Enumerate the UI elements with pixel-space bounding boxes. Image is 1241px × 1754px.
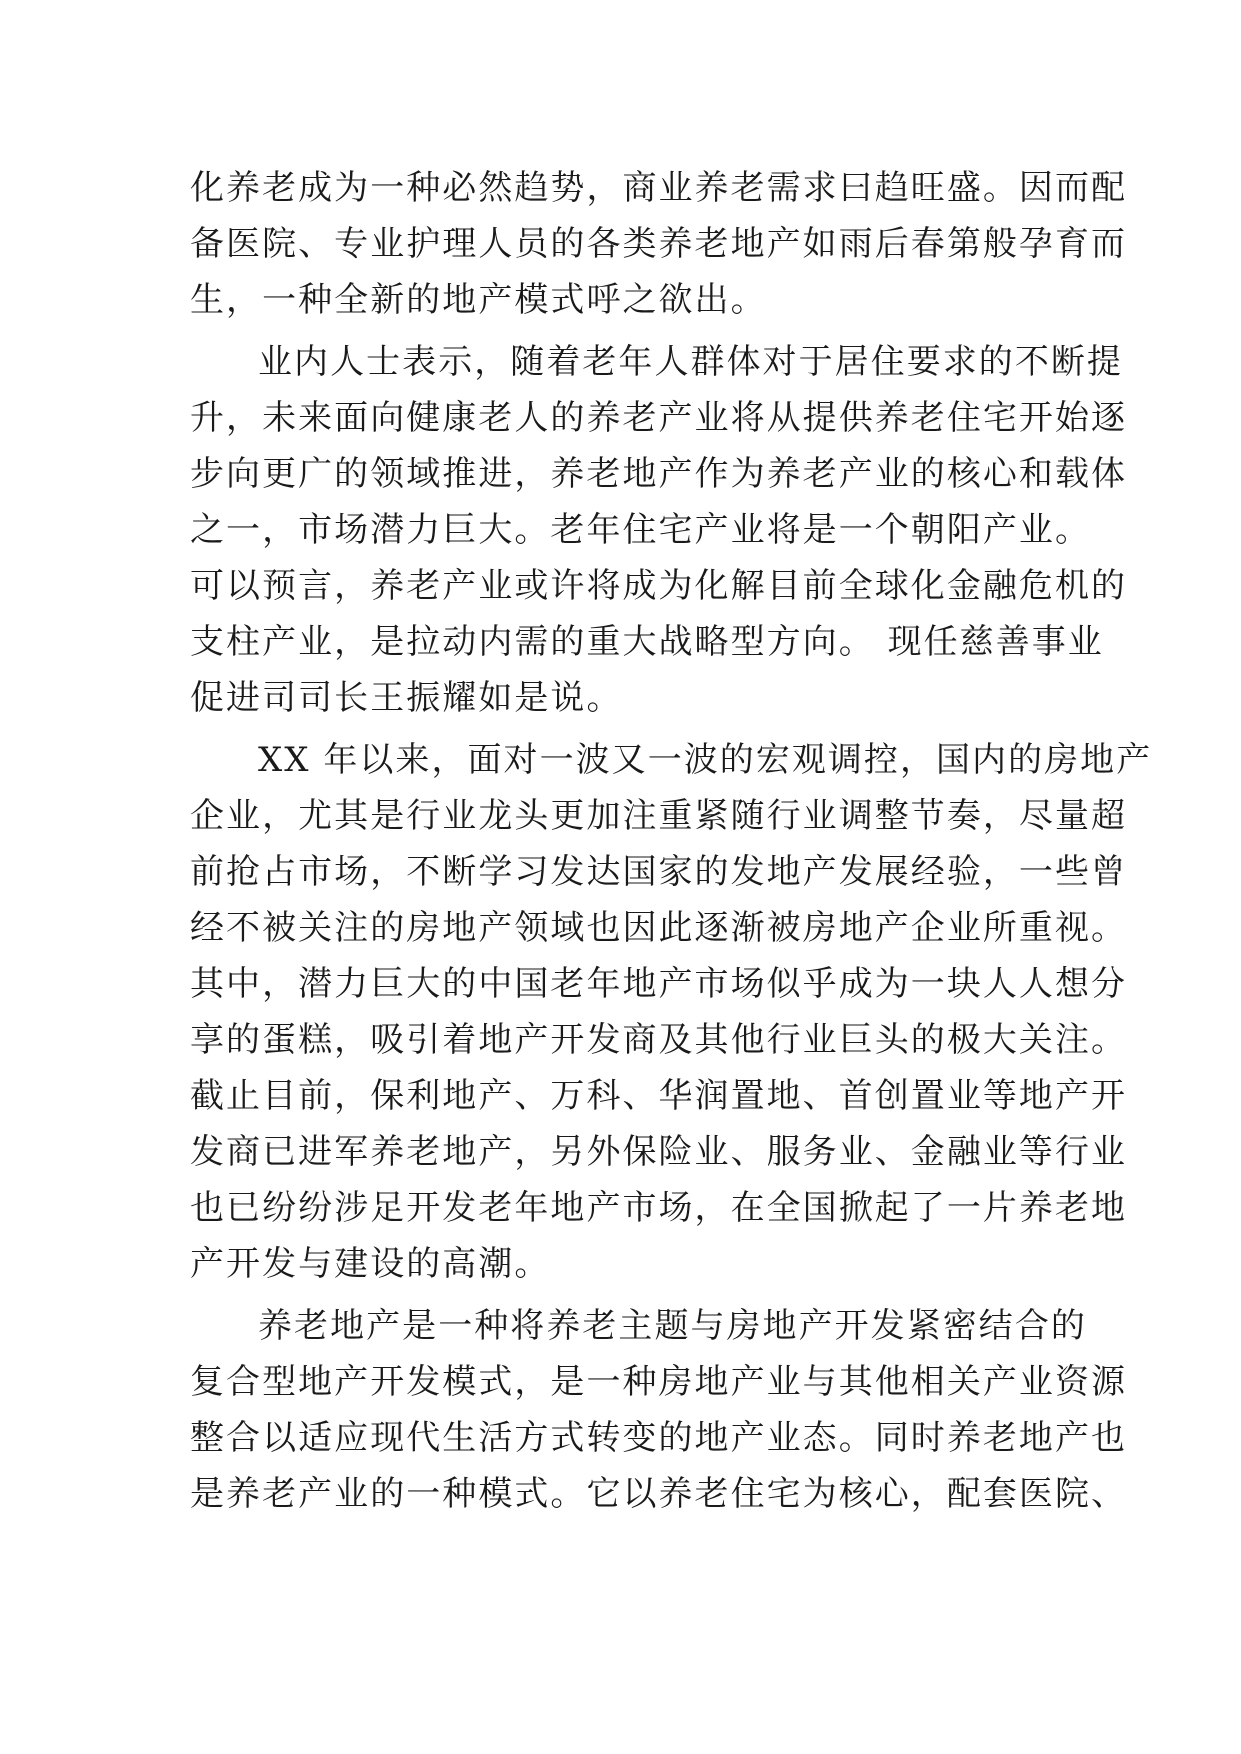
text-line: 截止目前，保利地产、万科、华润置地、首创置业等地产开 xyxy=(190,1076,1128,1116)
text-line: 促进司司长王振耀如是说。 xyxy=(190,678,623,718)
text-line: 备医院、专业护理人员的各类养老地产如雨后春第般孕育而 xyxy=(190,224,1128,264)
text-line: 化养老成为一种必然趋势，商业养老需求曰趋旺盛。因而配 xyxy=(190,168,1128,208)
text-line: XX 年以来，面对一波又一波的宏观调控，国内的房地产 xyxy=(258,740,1153,780)
text-line: 企业，尤其是行业龙头更加注重紧随行业调整节奏，尽量超 xyxy=(190,796,1128,836)
text-line: 可以预言，养老产业或许将成为化解目前全球化金融危机的 xyxy=(190,566,1128,606)
text-line: 业内人士表示，随着老年人群体对于居住要求的不断提 xyxy=(258,342,1123,382)
text-line: 也已纷纷涉足开发老年地产市场，在全国掀起了一片养老地 xyxy=(190,1188,1128,1228)
paragraph xyxy=(190,160,1128,328)
text-line: 享的蛋糕，吸引着地产开发商及其他行业巨头的极大关注。 xyxy=(190,1020,1128,1060)
text-line: 其中，潜力巨大的中国老年地产市场似乎成为一块人人想分 xyxy=(190,964,1128,1004)
paragraph xyxy=(190,1298,1128,1522)
document-body xyxy=(190,160,1153,1522)
text-line: 生，一种全新的地产模式呼之欲出。 xyxy=(190,280,767,320)
text-line: 升，未来面向健康老人的养老产业将从提供养老住宅开始逐 xyxy=(190,398,1128,438)
text-line: 支柱产业，是拉动内需的重大战略型方向。 现任慈善事业 xyxy=(190,622,1104,662)
text-line: 复合型地产开发模式，是一种房地产业与其他相关产业资源 xyxy=(190,1362,1128,1402)
paragraph xyxy=(190,732,1153,1292)
text-line: 产开发与建设的高潮。 xyxy=(190,1244,551,1284)
text-line: 前抢占市场，不断学习发达国家的发地产发展经验，一些曾 xyxy=(190,852,1128,892)
text-line: 之一，市场潜力巨大。老年住宅产业将是一个朝阳产业。 xyxy=(190,510,1091,550)
text-line: 整合以适应现代生活方式转变的地产业态。同时养老地产也 xyxy=(190,1418,1128,1458)
text-line: 发商已进军养老地产，另外保险业、服务业、金融业等行业 xyxy=(190,1132,1128,1172)
text-line: 步向更广的领域推进，养老地产作为养老产业的核心和载体 xyxy=(190,454,1128,494)
paragraph xyxy=(190,334,1128,726)
text-line: 经不被关注的房地产领域也因此逐渐被房地产企业所重视。 xyxy=(190,908,1128,948)
text-line: 养老地产是一种将养老主题与房地产开发紧密结合的 xyxy=(258,1306,1087,1346)
text-line: 是养老产业的一种模式。它以养老住宅为核心，配套医院、 xyxy=(190,1474,1128,1514)
